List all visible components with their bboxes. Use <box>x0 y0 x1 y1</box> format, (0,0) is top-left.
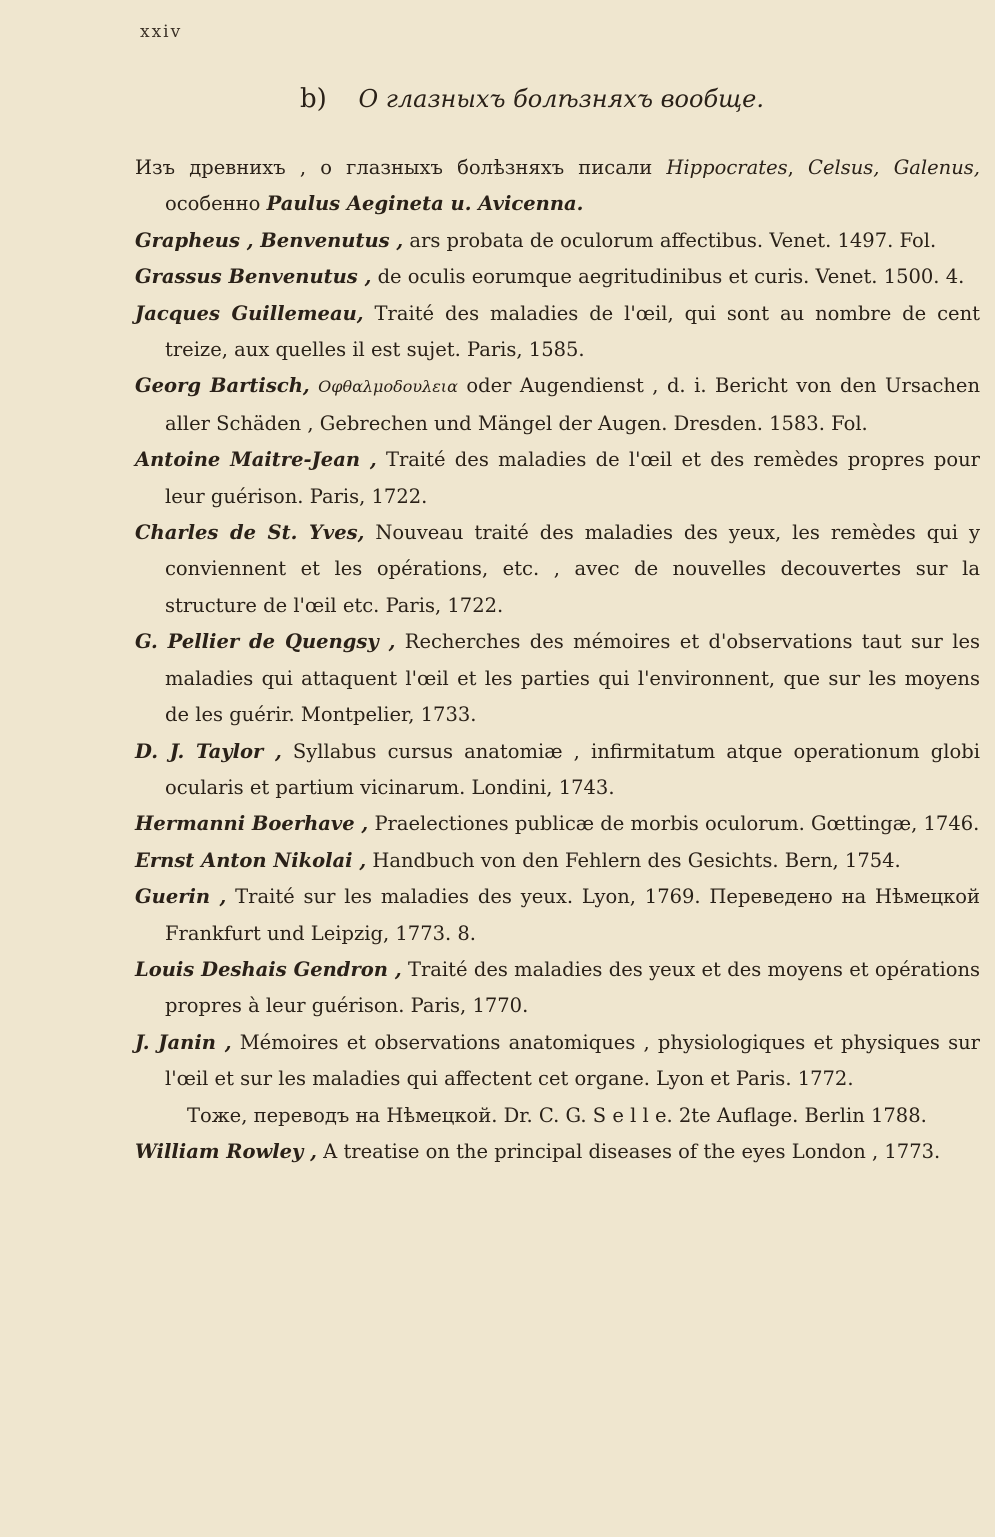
entry-author: Galenus, <box>893 156 981 179</box>
bibliography-entry <box>135 442 980 515</box>
entry-author: Paulus Aegineta u. Avicenna. <box>266 192 584 216</box>
bibliography-continuation: Тоже, переводъ на Нѣмецкой. Dr. C. G. S e l l e. 2te Auflage. Berlin 1788. <box>187 1103 927 1127</box>
entry-text: oder Augendienst , d. i. Bericht von den Ursachen aller Schäden , Gebrechen und Mängel der Augen. Dresden. 1583. Fol. <box>165 374 981 435</box>
entry-text: Handbuch von den Fehlern des Gesichts. Bern, 1754. <box>372 848 901 872</box>
page-number: xxiv <box>140 22 183 42</box>
bibliography-list <box>135 150 980 1170</box>
bibliography-entry <box>135 515 980 624</box>
bibliography-entry: Изъ древнихъ , о глазныхъ болѣзняхъ писали Hippocrates, Celsus, Galenus, особенно Paulus Aegineta u. Avicenna. <box>135 156 981 216</box>
bibliography-entry <box>135 734 980 807</box>
bibliography-entry <box>135 952 980 1025</box>
entry-text: Syllabus cursus anatomiæ , infirmitatum atque operationum globi ocularis et partium vicinarum. Londini, 1743. <box>165 739 980 799</box>
bibliography-entry <box>135 806 980 842</box>
entry-author: Hippocrates <box>666 156 788 179</box>
entry-author: William Rowley , <box>135 1139 317 1163</box>
entry-text: Traité sur les maladies des yeux. Lyon, 1769. Переведено на Нѣмецкой Frankfurt und Leipzig, 1773. 8. <box>165 885 980 945</box>
bibliography-entry <box>135 223 980 259</box>
bibliography-entry <box>135 259 980 295</box>
entry-text: Traité des maladies des yeux et des moyens et opérations propres à leur guérison. Paris, 1770. <box>165 957 981 1018</box>
section-title: О глазныхъ болѣзняхъ вообще. <box>358 85 764 113</box>
section-heading <box>300 84 764 114</box>
bibliography-entry <box>135 1025 980 1098</box>
bibliography-entry <box>135 624 980 733</box>
entry-text: Nouveau traité des maladies des yeux, les remèdes qui y conviennent et les opérations, etc. , avec de nouvelles decouvertes sur la structure de l'œil etc. Paris, 1722. <box>165 521 981 617</box>
section-letter: b) <box>300 84 327 114</box>
entry-author: Guerin , <box>135 885 227 909</box>
entry-author: G. Pellier de Quengsy , <box>135 630 396 654</box>
entry-author: Grassus Benvenutus , <box>135 265 372 289</box>
entry-author: J. Janin , <box>135 1030 232 1054</box>
entry-author: Celsus, <box>808 156 880 179</box>
entry-text: Traité des maladies de l'œil et des remèdes propres pour leur guérison. Paris, 1722. <box>165 448 980 508</box>
entry-author: Ernst Anton Nikolai , <box>135 848 367 872</box>
entry-author: D. J. Taylor , <box>135 739 282 763</box>
entry-author: Georg Bartisch, <box>135 374 310 398</box>
entry-author: Hermanni Boerhave , <box>135 812 369 836</box>
entry-greek-title: Οφθαλμοδουλεια <box>318 377 458 397</box>
bibliography-entry <box>135 879 980 952</box>
entry-author: Louis Deshais Gendron , <box>135 957 402 981</box>
entry-text: Praelectiones publicæ de morbis oculorum. Gœttingæ, 1746. <box>374 812 980 836</box>
entry-author: Antoine Maitre-Jean , <box>135 448 377 472</box>
entry-text: Mémoires et observations anatomiques , physiologiques et physiques sur l'œil et sur les maladies qui affectent cet organe. Lyon et Paris. 1772. <box>165 1030 980 1091</box>
bibliography-entry <box>135 1134 980 1170</box>
entry-text: Traité des maladies de l'œil, qui sont au nombre de cent treize, aux quelles il est sujet. Paris, 1585. <box>165 301 980 362</box>
entry-author: Charles de St. Yves, <box>135 521 365 545</box>
bibliography-entry <box>135 843 980 879</box>
entry-text: A treatise on the principal diseases of the eyes London , 1773. <box>323 1139 941 1163</box>
entry-text: de oculis eorumque aegritudinibus et curis. Venet. 1500. 4. <box>377 265 965 289</box>
bibliography-entry <box>135 368 980 442</box>
entry-author: Jacques Guillemeau, <box>135 301 364 325</box>
bibliography-entry <box>135 296 980 369</box>
entry-text: Recherches des mémoires et d'observations taut sur les maladies qui attaquent l'œil et les parties qui l'environnent, que sur les moyens de les guérir. Montpelier, 1733. <box>165 630 980 727</box>
entry-text: ars probata de oculorum affectibus. Venet. 1497. Fol. <box>409 228 937 252</box>
entry-author: Grapheus , Benvenutus , <box>135 228 404 252</box>
